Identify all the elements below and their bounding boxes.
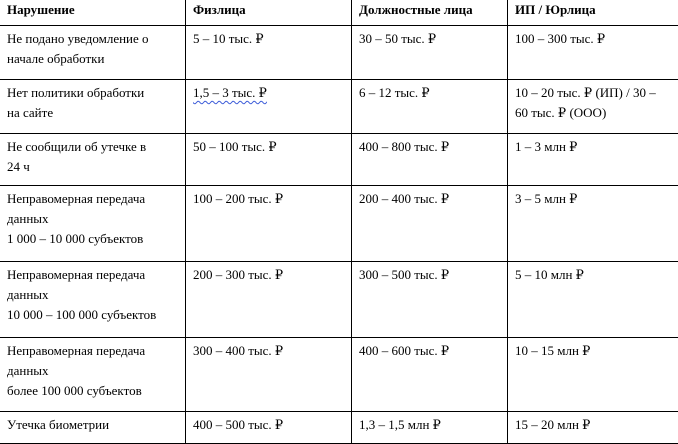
legal-entities-fine-cell: 1 – 3 млн ₽ xyxy=(508,134,678,186)
header-individuals: Физлица xyxy=(186,0,352,26)
individuals-fine-cell: 50 – 100 тыс. ₽ xyxy=(186,134,352,186)
table-row xyxy=(0,26,678,80)
table-header-row xyxy=(0,0,678,26)
violation-cell: Нет политики обработки на сайте xyxy=(0,80,186,134)
violation-cell: Утечка биометрии xyxy=(0,412,186,444)
officials-fine-cell: 400 – 800 тыс. ₽ xyxy=(352,134,508,186)
officials-fine-cell: 6 – 12 тыс. ₽ xyxy=(352,80,508,134)
officials-fine-cell: 30 – 50 тыс. ₽ xyxy=(352,26,508,80)
officials-fine-cell: 200 – 400 тыс. ₽ xyxy=(352,186,508,262)
header-violation: Нарушение xyxy=(0,0,186,26)
legal-entities-fine-cell: 3 – 5 млн ₽ xyxy=(508,186,678,262)
individuals-fine-cell: 100 – 200 тыс. ₽ xyxy=(186,186,352,262)
legal-entities-fine-cell: 15 – 20 млн ₽ xyxy=(508,412,678,444)
table-row xyxy=(0,338,678,412)
legal-entities-fine-cell: 10 – 15 млн ₽ xyxy=(508,338,678,412)
spellcheck-marked-value: 1,5 – 3 тыс. ₽ xyxy=(193,85,267,100)
legal-entities-fine-cell: 10 – 20 тыс. ₽ (ИП) / 30 – 60 тыс. ₽ (ООО) xyxy=(508,80,678,134)
violation-cell: Не подано уведомление о начале обработки xyxy=(0,26,186,80)
table-row xyxy=(0,80,678,134)
individuals-fine-cell: 200 – 300 тыс. ₽ xyxy=(186,262,352,338)
table-row xyxy=(0,134,678,186)
individuals-fine-cell xyxy=(186,80,352,134)
table-row xyxy=(0,186,678,262)
individuals-fine-cell: 400 – 500 тыс. ₽ xyxy=(186,412,352,444)
individuals-fine-cell: 300 – 400 тыс. ₽ xyxy=(186,338,352,412)
officials-fine-cell: 1,3 – 1,5 млн ₽ xyxy=(352,412,508,444)
legal-entities-fine-cell: 100 – 300 тыс. ₽ xyxy=(508,26,678,80)
table-row xyxy=(0,412,678,444)
header-entrepreneurs-legal-entities: ИП / Юрлица xyxy=(508,0,678,26)
individuals-fine-cell: 5 – 10 тыс. ₽ xyxy=(186,26,352,80)
officials-fine-cell: 400 – 600 тыс. ₽ xyxy=(352,338,508,412)
legal-entities-fine-cell: 5 – 10 млн ₽ xyxy=(508,262,678,338)
violation-cell: Неправомерная передача данных 10 000 – 100 000 субъектов xyxy=(0,262,186,338)
violation-cell: Неправомерная передача данных 1 000 – 10 000 субъектов xyxy=(0,186,186,262)
header-officials: Должностные лица xyxy=(352,0,508,26)
officials-fine-cell: 300 – 500 тыс. ₽ xyxy=(352,262,508,338)
table-row xyxy=(0,262,678,338)
violation-cell: Не сообщили об утечке в 24 ч xyxy=(0,134,186,186)
violation-cell: Неправомерная передача данных более 100 000 субъектов xyxy=(0,338,186,412)
